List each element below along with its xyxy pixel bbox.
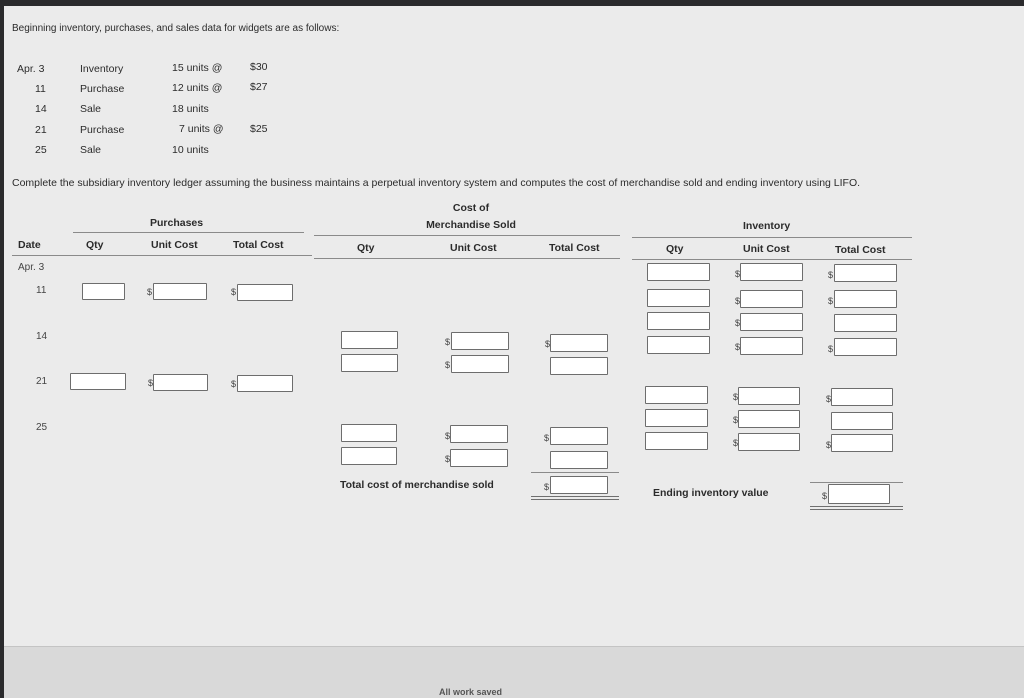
inventory-qty-input[interactable] — [647, 289, 710, 307]
purchases-rule — [73, 232, 304, 233]
total-cost-merch-label: Total cost of merchandise sold — [340, 479, 494, 491]
dollar-sign: $ — [445, 431, 451, 441]
inventory-header: Inventory — [743, 220, 791, 232]
data-units: 7 units @ — [179, 123, 224, 135]
inventory-total-cost-input[interactable] — [834, 290, 897, 308]
purchase-total-cost-input[interactable] — [237, 375, 293, 392]
dollar-sign: $ — [445, 360, 451, 370]
footer-bar — [4, 646, 1024, 698]
save-status: All work saved — [439, 687, 503, 697]
dollar-sign: $ — [822, 491, 828, 501]
dollar-sign: $ — [826, 394, 832, 404]
total-rule — [810, 482, 903, 483]
total-cost-merch-input[interactable] — [550, 476, 608, 494]
header-rule — [632, 259, 912, 260]
ledger-date: 21 — [36, 376, 48, 387]
data-units: 18 units — [172, 103, 209, 115]
cogs-qty-input[interactable] — [341, 331, 398, 349]
cogs-qty-input[interactable] — [341, 424, 397, 442]
dollar-sign: $ — [828, 270, 834, 280]
purchases-header: Purchases — [150, 217, 204, 229]
data-type: Purchase — [80, 83, 125, 95]
data-date: Apr. 3 — [17, 63, 45, 75]
inventory-unit-cost-input[interactable] — [738, 433, 800, 451]
inventory-unit-cost-input[interactable] — [740, 290, 803, 308]
dollar-sign: $ — [828, 344, 834, 354]
ledger-date: 25 — [36, 422, 48, 433]
inventory-qty-input[interactable] — [647, 336, 710, 354]
dollar-sign: $ — [733, 392, 739, 402]
ledger-date: 14 — [36, 331, 48, 342]
dollar-sign: $ — [147, 287, 153, 297]
dollar-sign: $ — [826, 440, 832, 450]
ledger-date: Apr. 3 — [18, 262, 45, 273]
question-panel — [4, 6, 1024, 646]
cogs-total-cost-input[interactable] — [550, 427, 608, 445]
purchase-total-cost-input[interactable] — [237, 284, 293, 301]
col-unit-cost: Unit Cost — [743, 243, 790, 255]
inventory-total-cost-input[interactable] — [831, 434, 893, 452]
total-rule — [531, 472, 619, 473]
inventory-total-cost-input[interactable] — [834, 338, 897, 356]
cogs-qty-input[interactable] — [341, 354, 398, 372]
data-date: 14 — [35, 103, 47, 115]
dollar-sign: $ — [544, 482, 550, 492]
double-rule — [531, 496, 619, 500]
data-date: 21 — [35, 124, 47, 136]
dollar-sign: $ — [735, 342, 741, 352]
inventory-total-cost-input[interactable] — [831, 412, 893, 430]
dollar-sign: $ — [545, 339, 551, 349]
dollar-sign: $ — [231, 379, 237, 389]
col-total-cost: Total Cost — [835, 244, 886, 256]
data-date: 25 — [35, 144, 47, 156]
dollar-sign: $ — [735, 318, 741, 328]
cogs-qty-input[interactable] — [341, 447, 397, 465]
inventory-unit-cost-input[interactable] — [740, 337, 803, 355]
dollar-sign: $ — [733, 415, 739, 425]
dollar-sign: $ — [735, 269, 741, 279]
cogs-unit-cost-input[interactable] — [451, 332, 509, 350]
cogs-unit-cost-input[interactable] — [450, 449, 508, 467]
data-type: Inventory — [80, 63, 124, 75]
inventory-qty-input[interactable] — [645, 386, 708, 404]
cost-of-header-line1: Cost of — [452, 202, 490, 214]
purchase-qty-input[interactable] — [70, 373, 126, 390]
col-qty: Qty — [357, 242, 375, 254]
data-units: 15 units @ — [172, 62, 223, 74]
data-cost: $27 — [250, 81, 268, 93]
dollar-sign: $ — [148, 378, 154, 388]
double-rule — [810, 506, 903, 510]
dollar-sign: $ — [735, 296, 741, 306]
purchase-qty-input[interactable] — [82, 283, 125, 300]
intro-text: Beginning inventory, purchases, and sales data for widgets are as follows: — [12, 23, 340, 34]
data-units: 12 units @ — [172, 82, 223, 94]
inventory-unit-cost-input[interactable] — [738, 410, 800, 428]
data-cost: $25 — [250, 123, 268, 135]
cogs-rule — [314, 235, 620, 236]
cost-of-header-line2: Merchandise Sold — [426, 219, 516, 231]
inventory-qty-input[interactable] — [645, 409, 708, 427]
col-unit-cost: Unit Cost — [151, 239, 198, 251]
dollar-sign: $ — [733, 438, 739, 448]
cogs-total-cost-input[interactable] — [550, 357, 608, 375]
inventory-total-cost-input[interactable] — [834, 314, 897, 332]
inventory-qty-input[interactable] — [647, 312, 710, 330]
cogs-total-cost-input[interactable] — [550, 334, 608, 352]
inventory-rule — [632, 237, 912, 238]
inventory-qty-input[interactable] — [645, 432, 708, 450]
dollar-sign: $ — [445, 337, 451, 347]
header-rule — [314, 258, 620, 259]
dollar-sign: $ — [445, 454, 451, 464]
cogs-unit-cost-input[interactable] — [451, 355, 509, 373]
cogs-unit-cost-input[interactable] — [450, 425, 508, 443]
data-type: Sale — [80, 144, 102, 156]
inventory-total-cost-input[interactable] — [834, 264, 897, 282]
inventory-unit-cost-input[interactable] — [740, 263, 803, 281]
ledger-date: 11 — [36, 285, 47, 296]
dollar-sign: $ — [231, 287, 237, 297]
data-type: Sale — [80, 103, 102, 115]
ending-inventory-input[interactable] — [828, 484, 890, 504]
data-date: 11 — [35, 83, 46, 95]
col-total-cost: Total Cost — [549, 242, 600, 254]
inventory-unit-cost-input[interactable] — [738, 387, 800, 405]
cogs-total-cost-input[interactable] — [550, 451, 608, 469]
purchase-unit-cost-input[interactable] — [153, 374, 208, 391]
header-rule — [12, 255, 312, 256]
col-unit-cost: Unit Cost — [450, 242, 497, 254]
col-total-cost: Total Cost — [233, 239, 284, 251]
dollar-sign: $ — [544, 433, 550, 443]
ending-inventory-label: Ending inventory value — [653, 487, 769, 499]
dollar-sign: $ — [828, 296, 834, 306]
purchase-unit-cost-input[interactable] — [153, 283, 207, 300]
data-units: 10 units — [172, 144, 209, 156]
col-qty: Qty — [86, 239, 104, 251]
inventory-qty-input[interactable] — [647, 263, 710, 281]
inventory-total-cost-input[interactable] — [831, 388, 893, 406]
col-qty: Qty — [666, 243, 684, 255]
data-cost: $30 — [250, 61, 268, 73]
data-type: Purchase — [80, 124, 125, 136]
instruction-text: Complete the subsidiary inventory ledger assuming the business maintains a perpetual inventory system and computes the cost of merchandise sold and ending inventory using LIFO. — [12, 177, 861, 189]
inventory-unit-cost-input[interactable] — [740, 313, 803, 331]
col-date: Date — [18, 239, 41, 251]
